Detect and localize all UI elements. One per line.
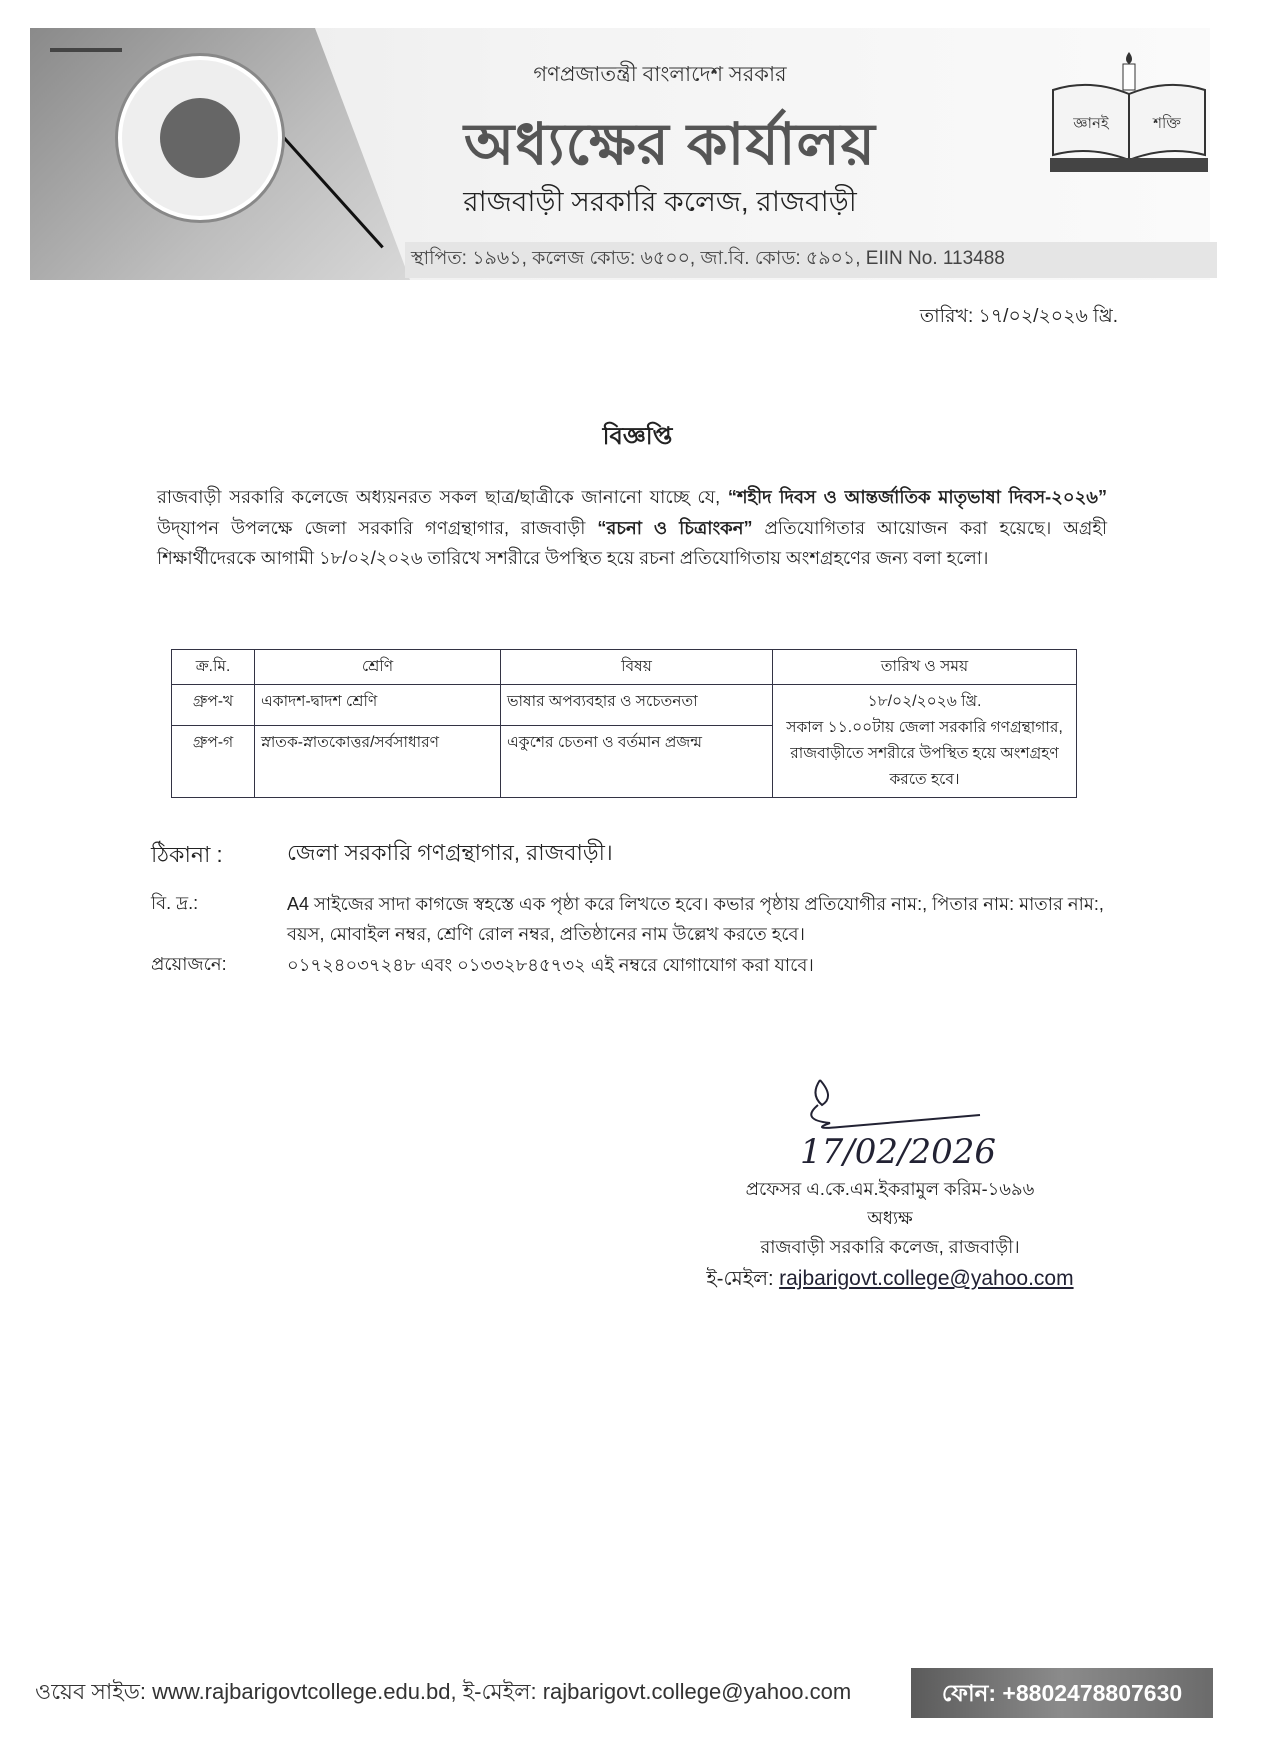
handwritten-signature-icon bbox=[760, 1075, 1020, 1170]
book-logo-text-right: শক্তি bbox=[1153, 114, 1181, 132]
signatory-name: প্রফেসর এ.কে.এম.ইকরামুল করিম-১৬৯৬ bbox=[745, 1179, 1035, 1199]
column-header: শ্রেণি bbox=[255, 650, 501, 685]
email-label: ই-মেইল: bbox=[706, 1268, 780, 1290]
column-header: বিষয় bbox=[501, 650, 773, 685]
competition-name: “রচনা ও চিত্রাংকন” bbox=[597, 517, 753, 538]
email-link[interactable]: rajbarigovt.college@yahoo.com bbox=[779, 1267, 1074, 1290]
competition-table bbox=[171, 649, 1077, 798]
book-logo-icon bbox=[1045, 50, 1213, 180]
institution-info: স্থাপিত: ১৯৬১, কলেজ কোড: ৬৫০০, জা.বি. কোড: ৫৯০১, EIIN No. 113488 bbox=[405, 242, 1217, 278]
class-cell: স্নাতক-স্নাতকোত্তর/সর্বসাধারণ bbox=[255, 726, 501, 798]
column-header: তারিখ ও সময় bbox=[773, 650, 1077, 685]
government-seal-icon bbox=[118, 56, 282, 220]
note-label: বি. দ্র.: bbox=[151, 893, 199, 913]
datetime-cell bbox=[773, 685, 1077, 798]
institution-name: রাজবাড়ী সরকারি কলেজ, রাজবাড়ী bbox=[463, 186, 857, 217]
address-label: ঠিকানা : bbox=[151, 842, 223, 867]
notice-body bbox=[157, 482, 1107, 574]
body-text: উদ্‌যাপন উপলক্ষে জেলা সরকারি গণগ্রন্থাগার, রাজবাড়ী bbox=[157, 517, 598, 538]
signatory-email bbox=[640, 1264, 1140, 1297]
handwritten-date: 17/02/2026 bbox=[800, 1132, 996, 1170]
notice-title: বিজ্ঞপ্তি bbox=[602, 423, 673, 450]
group-cell: গ্রুপ-গ bbox=[172, 726, 255, 798]
topic-cell: ভাষার অপব্যবহার ও সচেতনতা bbox=[501, 685, 773, 726]
signatory-institution: রাজবাড়ী সরকারি কলেজ, রাজবাড়ী। bbox=[760, 1237, 1020, 1257]
event-name: “শহীদ দিবস ও আন্তর্জাতিক মাতৃভাষা দিবস-২০২৬” bbox=[727, 487, 1107, 507]
table-row bbox=[172, 685, 1077, 726]
contact-label: প্রয়োজনে: bbox=[151, 954, 227, 974]
decorative-bar bbox=[50, 48, 122, 52]
datetime-details: সকাল ১১.০০টায় জেলা সরকারি গণগ্রন্থাগার, রাজবাড়ীতে সশরীরে উপস্থিত হয়ে অংশগ্রহণ করতে হবে। bbox=[786, 719, 1063, 788]
note-value: A4 সাইজের সাদা কাগজে স্বহস্তে এক পৃষ্ঠা করে লিখতে হবে। কভার পৃষ্ঠায় প্রতিযোগীর নাম:, পিতার নাম: মাতার নাম:, বয়স, মোবাইল নম্বর, শ্রেণি রোল নম্বর, প্রতিষ্ঠানের নাম উল্লেখ করতে হবে। bbox=[287, 894, 1104, 944]
issue-date: তারিখ: ১৭/০২/২০২৬ খ্রি. bbox=[919, 306, 1118, 327]
signatory-designation: অধ্যক্ষ bbox=[867, 1208, 913, 1228]
office-title: অধ্যক্ষের কার্যালয় bbox=[464, 112, 876, 177]
footer-phone: ফোন: +8802478807630 bbox=[911, 1668, 1213, 1718]
government-name: গণপ্রজাতন্ত্রী বাংলাদেশ সরকার bbox=[533, 63, 787, 86]
contact-value: ০১৭২৪০৩৭২৪৮ এবং ০১৩৩২৮৪৫৭৩২ এই নম্বরে যোগাযোগ করা যাবে। bbox=[287, 955, 814, 975]
body-text: প্রতিযোগিতার আয়োজন করা হয়েছে। অগ্রহী শিক্ষার্থীদেরকে আগামী ১৮/০২/২০২৬ তারিখে সশরীরে উপস্থিত হয়ে রচনা প্রতিযোগিতায় অংশগ্রহণের জন্য বলা হলো। bbox=[157, 517, 1107, 568]
body-text: রাজবাড়ী সরকারি কলেজে অধ্যয়নরত সকল ছাত্র/ছাত্রীকে জানানো যাচ্ছে যে, bbox=[157, 487, 728, 507]
class-cell: একাদশ-দ্বাদশ শ্রেণি bbox=[255, 685, 501, 726]
book-logo-text-left: জ্ঞানই bbox=[1073, 114, 1109, 132]
table-header-row bbox=[172, 650, 1077, 685]
group-cell: গ্রুপ-খ bbox=[172, 685, 255, 726]
datetime-date: ১৮/০২/২০২৬ খ্রি. bbox=[867, 693, 982, 710]
address-value: জেলা সরকারি গণগ্রন্থাগার, রাজবাড়ী। bbox=[287, 840, 613, 865]
column-header: ক্র.মি. bbox=[172, 650, 255, 685]
footer-contact: ওয়েব সাইড: www.rajbarigovtcollege.edu.bd, ই-মেইল: rajbarigovt.college@yahoo.com bbox=[35, 1679, 852, 1704]
topic-cell: একুশের চেতনা ও বর্তমান প্রজন্ম bbox=[501, 726, 773, 798]
